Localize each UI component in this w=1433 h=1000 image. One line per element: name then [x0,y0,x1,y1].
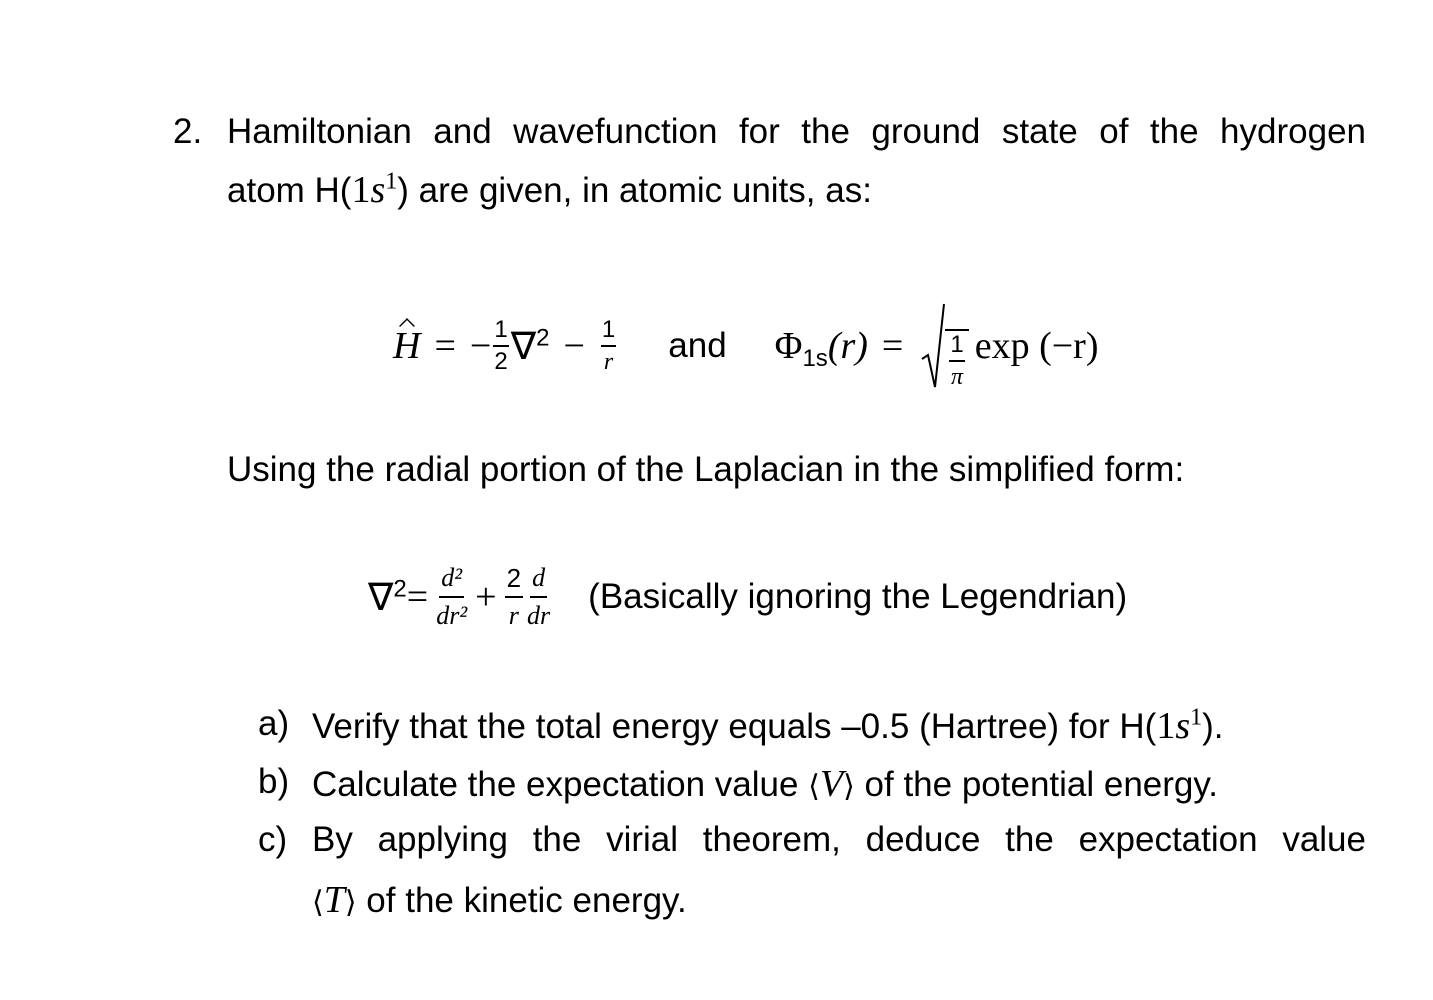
part-a-label: a) [258,704,290,743]
hamiltonian-minus: − [469,325,492,367]
second-derivative-fraction [436,565,467,629]
phi-subscript: 1s [802,345,828,372]
part-b-prefix: Calculate the expectation value [312,765,809,804]
radicand [945,329,968,389]
part-a-state [1156,705,1202,747]
state-exponent: 1 [385,168,398,195]
a-state-orbital: s [1175,705,1191,747]
part-a-prefix: Verify that the total energy equals –0.5 (Hartree) for H( [312,707,1157,746]
part-c-line2 [312,878,687,922]
hamiltonian-minus2: − [563,325,585,367]
hamiltonian-equals: = [434,325,456,367]
c-open-bracket: ⟨ [312,885,324,920]
part-b-suffix: of the potential energy. [854,765,1219,804]
part-c-label: c) [258,820,288,859]
b-close-bracket: ⟩ [843,769,855,804]
problem-intro-line1: Hamiltonian and wavefunction for the ground state of the hydrogen [227,112,1366,151]
laplacian-equals: = [406,576,429,618]
a-state-exponent: 1 [1190,704,1203,731]
wavefunction-symbol [774,324,828,372]
wavefunction-exp: exp (−r) [974,325,1099,367]
a-state-base: 1 [1156,705,1176,747]
square-root [921,303,968,389]
part-b-label: b) [258,762,290,801]
part-c-line1: By applying the virial theorem, deduce the expectation value [312,820,1366,859]
inv-num: 1 [601,318,616,347]
nabla: ∇ [510,325,537,368]
c-close-bracket: ⟩ [344,885,357,920]
half-den: 2 [494,348,508,375]
laplacian-note: (Basically ignoring the Legendrian) [588,577,1128,616]
hamiltonian-symbol: H [393,325,421,367]
intro-suffix: ) are given, in atomic units, as: [397,171,872,210]
laplacian-plus: + [475,576,497,618]
half-fraction [493,318,508,374]
t1-den: dr² [436,601,468,630]
part-a-suffix: ). [1202,707,1224,746]
state-base: 1 [351,169,371,211]
pi-num: 1 [949,333,964,362]
radical-sign-icon [921,303,945,389]
state-orbital: s [370,169,386,211]
t1-num: d² [439,565,464,598]
inverse-r-fraction [601,318,616,374]
t2b-num: d [530,565,547,598]
laplacian-equation [368,565,1127,629]
lhs-nabla: ∇ [368,576,394,619]
t2a-den: r [508,601,519,630]
t2b-den: dr [527,601,551,630]
problem-intro-line2 [227,168,872,212]
laplacian-lhs [368,575,407,620]
laplacian-intro: Using the radial portion of the Laplacian in the simplified form: [227,450,1185,489]
wavefunction-equals: = [881,325,904,367]
connector-and: and [668,326,727,365]
half-num: 1 [493,318,508,347]
b-open-bracket: ⟨ [808,769,820,804]
problem-number: 2. [173,112,203,151]
first-derivative-fraction [527,565,550,629]
part-a-text [312,704,1224,748]
nabla-squared [511,324,550,369]
nabla-exp: 2 [536,323,550,351]
hamiltonian-wavefunction-equation [393,303,1098,389]
intro-prefix: atom H( [227,171,352,210]
t2a-num: 2 [505,565,523,598]
two-over-r-fraction [505,565,523,629]
inv-den: r [603,349,614,375]
c-var: T [323,879,345,921]
part-c-suffix: of the kinetic energy. [356,881,687,920]
state-notation [351,169,397,211]
wavefunction-arg: (r) [827,325,868,367]
phi: Φ [774,325,803,367]
pi-den: π [951,364,964,390]
inverse-pi-fraction [949,333,964,389]
part-b-text [312,762,1218,806]
lhs-exp: 2 [393,574,407,602]
b-var: V [819,763,844,805]
